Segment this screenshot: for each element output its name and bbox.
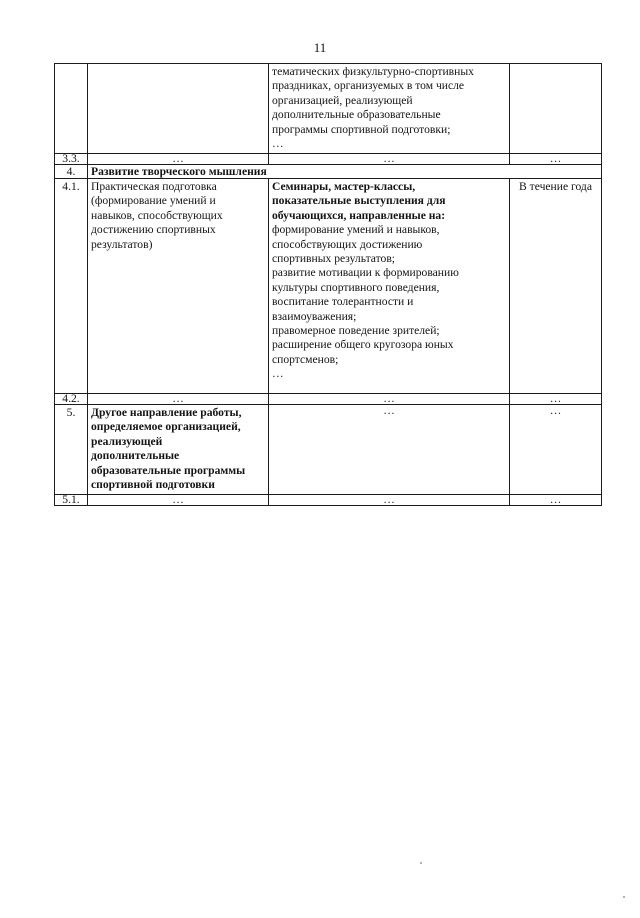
- cell-num: [55, 64, 88, 154]
- content-heading-line: обучающихся, направленные на:: [272, 208, 446, 222]
- cell-term: [510, 394, 602, 405]
- table-row-continuation: [55, 64, 602, 154]
- cell-content: [269, 64, 510, 154]
- table-row-5-1: [55, 495, 602, 506]
- table-row-4-2: [55, 394, 602, 405]
- ellipsis: …: [383, 153, 395, 165]
- section-title: Развитие творческого мышления: [88, 165, 602, 179]
- cell-name: [88, 394, 269, 405]
- ellipsis: …: [172, 393, 184, 405]
- content-line: правомерное поведение зрителей;: [272, 324, 440, 338]
- cell-content: [269, 405, 510, 495]
- cell-term: [510, 64, 602, 154]
- content-line: программы спортивной подготовки;: [272, 122, 451, 136]
- cell-content: [269, 154, 510, 165]
- name-line: Практическая подготовка: [91, 180, 217, 193]
- table-row-4-1: [55, 179, 602, 394]
- table-row-5: [55, 405, 602, 495]
- cell-term: В течение года: [510, 179, 602, 394]
- ellipsis: …: [549, 494, 562, 506]
- cell-name: [88, 179, 269, 394]
- content-line: праздниках, организуемых в том числе: [272, 79, 465, 93]
- cell-term: [510, 495, 602, 506]
- ellipsis: …: [549, 393, 562, 405]
- plan-table: [54, 63, 602, 506]
- ellipsis: …: [383, 393, 395, 405]
- name-line: результатов): [91, 237, 153, 251]
- content-line: расширение общего кругозора юных: [272, 338, 454, 352]
- table-row-4: [55, 165, 602, 179]
- content-line: формирование умений и навыков,: [272, 223, 440, 237]
- cell-content: [269, 179, 510, 394]
- cell-name: [88, 405, 269, 495]
- cell-name: [88, 495, 269, 506]
- name-line: образовательные программы: [91, 463, 246, 477]
- page-number: 11: [313, 40, 327, 55]
- cell-name: [88, 64, 269, 154]
- scan-speck: [623, 896, 625, 898]
- name-line: дополнительные: [91, 449, 180, 463]
- name-line: спортивной подготовки: [91, 478, 215, 492]
- row-number: 3.3.: [55, 154, 88, 165]
- name-line: навыков, способствующих: [91, 208, 223, 222]
- content-line: …: [272, 137, 284, 151]
- content-line: развитие мотивации к формированию: [272, 266, 459, 280]
- row-number: 5.: [55, 405, 88, 495]
- content-line: …: [272, 367, 284, 381]
- ellipsis: …: [383, 494, 395, 506]
- cell-content: [269, 394, 510, 405]
- content-line: спортивных результатов;: [272, 252, 396, 266]
- cell-term: [510, 154, 602, 165]
- ellipsis: …: [549, 153, 562, 165]
- cell-content: [269, 495, 510, 506]
- scan-speck: [420, 862, 422, 864]
- content-heading-line: Семинары, мастер-классы,: [272, 180, 416, 193]
- content-line: культуры спортивного поведения,: [272, 280, 440, 294]
- row-number: 5.1.: [55, 495, 88, 506]
- content-line: организацией, реализующей: [272, 93, 413, 107]
- name-line: реализующей: [91, 434, 163, 448]
- name-line: достижению спортивных: [91, 223, 216, 237]
- content-line: спортсменов;: [272, 352, 339, 366]
- row-number: 4.1.: [55, 179, 88, 394]
- content-line: тематических физкультурно-спортивных: [272, 65, 474, 78]
- ellipsis: …: [383, 404, 395, 417]
- ellipsis: …: [172, 494, 184, 506]
- name-line: (формирование умений и: [91, 194, 216, 208]
- cell-name: [88, 154, 269, 165]
- row-number: 4.: [55, 165, 88, 179]
- ellipsis: …: [549, 404, 562, 417]
- content-line: дополнительные образовательные: [272, 108, 441, 122]
- cell-term: [510, 405, 602, 495]
- ellipsis: …: [172, 153, 184, 165]
- content-line: взаимоуважения;: [272, 309, 357, 323]
- row-number: 4.2.: [55, 394, 88, 405]
- table-row-3-3: [55, 154, 602, 165]
- content-line: способствующих достижению: [272, 237, 423, 251]
- content-line: воспитание толерантности и: [272, 295, 414, 309]
- content-heading-line: показательные выступления для: [272, 194, 446, 208]
- name-line: Другое направление работы,: [91, 406, 242, 419]
- name-line: определяемое организацией,: [91, 420, 241, 434]
